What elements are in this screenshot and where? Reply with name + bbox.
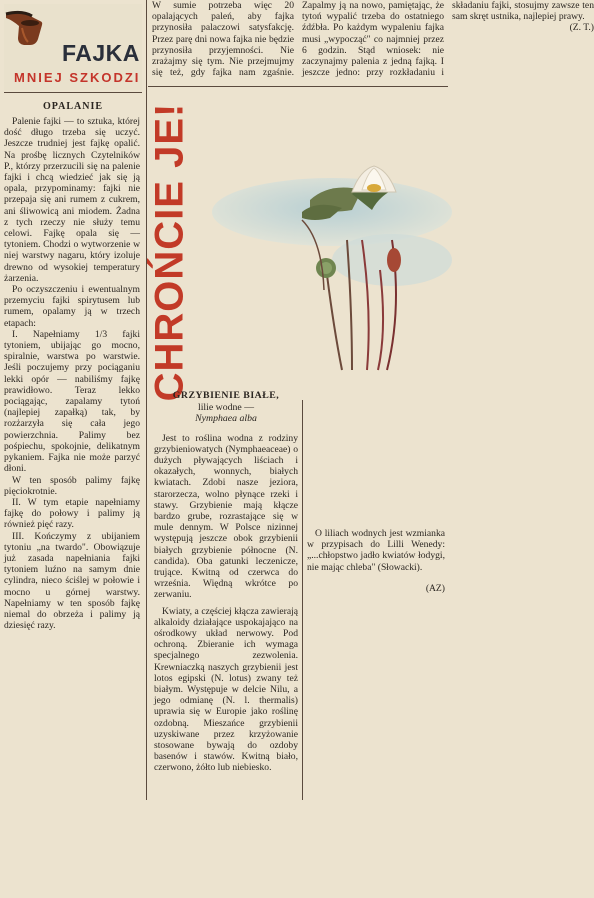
column-divider xyxy=(302,400,303,800)
lily-article-title-text: CHROŃCIE JE! xyxy=(147,102,192,402)
paragraph: Po oczyszczeniu i ewentualnym przemyciu fajki spirytusem lub rumem, opalamy ją w trzech etapach: xyxy=(4,284,140,329)
paragraph: II. W tym etapie napełniamy fajkę do połowy i palimy ją również pięć razy. xyxy=(4,496,140,531)
species-name: GRZYBIENIE BIAŁE, xyxy=(172,390,280,401)
masthead-subtitle: MNIEJ SZKODZI xyxy=(14,70,141,85)
paragraph: Palenie fajki — to sztuka, której dość długo trzeba się uczyć. Jeszcze trudniej jest fajkę opalić. Na prośbę licznych Czytelników P., którzy przerzucili się na palenie fajki i chcą wiedzieć jak się ją opala, przypominamy: fajki nie przepaja się ani rumem z cukrem, ani śliwowicą ani miodem. Żadna z tych rzeczy nie służy temu celowi. Fajkę opala się — tytoniem. Chodzi o wytworzenie w niej warstwy nagaru, który izoluje drewno od wysokiej temperatury żarzenia. xyxy=(4,116,140,284)
masthead-title: FAJKA xyxy=(62,40,140,66)
paragraph: III. Kończymy z ubijaniem tytoniu „na twardo". Obowiązuje już zasada napełniania fajki tytoniem luźno na samym dnie cylindra, nieco ściślej w połowie i mocno u górnej warstwy. Napełniamy w ten sposób fajkę niemal do obrzeża i palimy ją dziesięć razy. xyxy=(4,530,140,632)
species-header xyxy=(154,390,298,425)
paragraph: Jest to roślina wodna z rodziny grzybieniowatych (Nymphaeaceae) o dużych pływających liściach i okazałych, wonnych, białych kwiatach. Zdobi nasze jeziora, starorzecza, wolno płynące rzeki i stawy. Grzybienie mają kłącze bardzo grube, rozrastające się w mule dennym. W Polsce nizinnej występują jeszcze obok grzybienii białych grzybienie północne (N. candida). Oba gatunki leczenicze, trujące. Kwitną od czerwca do września. Więdną wkrótce po zerwaniu. xyxy=(154,432,298,601)
pipe-icon xyxy=(4,4,52,48)
section-divider xyxy=(148,86,448,87)
paragraph: I. Napełniamy 1/3 fajki tytoniem, ubijając go mocno, spiralnie, warstwa po warstwie. Jeśli poczujemy przy pociąganiu lekki opór — nabiliśmy fajkę prawidłowo. Teraz lekko pociągając, zapalamy tytoń (najlepiej zapałką) tak, by rozżarzyła się cała jego powierzchnia. Palimy bez pośpiechu, spokojnie, delikatnym pykaniem. Fajka nie może parzyć dłoni. xyxy=(4,328,140,475)
masthead-divider xyxy=(4,92,142,93)
lily-article-middle-column xyxy=(154,390,298,800)
species-common-name: lilie wodne — xyxy=(197,401,255,413)
lily-article-right-column xyxy=(307,528,445,594)
water-lily-illustration xyxy=(152,90,448,380)
lily-article-title xyxy=(147,102,192,402)
paragraph: Kwiaty, a częściej kłącza zawierają alkaloidy działające uspokajająco na ośrodkowy układ nerwowy. Pod ochroną. Zbieranie ich wymaga specjalnego zezwolenia. Krewniaczką naszych grzybienii jest lotos egipski (N. lotus) zwany też białym. Występuje w delcie Nilu, a jego odmianę (N. l. thermalis) uprawia się w Europie jako roślinę ozdobną. Mieszańce grzybienii uzyskiwane przez krzyżowanie stosowane bywają do ozdoby basenów i stawów. Kwitną biało, czerwono, żółto lub niebiesko. xyxy=(154,605,298,774)
paragraph: W sumie potrzeba więc 20 opalających paleń, aby fajka przynosiła palaczowi satysfakcję. Przez parę dni nowa fajka nie będzie przynosiła przyjemności. Nie zrażajmy się tym. Nie przejmujmy się też, gdy fajka nam zgaśnie. Zapalmy ją na nowo, pamiętając, że tytoń wypalić trzeba do ostatniego źdźbła. Po każdym wypaleniu fajka musi „wypocząć" co najmniej przez 6 godzin. Stąd wniosek: nie zaczynajmy palenia z jedną fajką. I jeszcze jedno: przy rozkładaniu i składaniu fajki, stosujmy zawsze ten sam skręt ustnika, najlepiej prawy. xyxy=(152,0,594,79)
paragraph: O liliach wodnych jest wzmianka w przypisach do Lilli Wenedy: „...chłopstwo jadło kwiatów łodygi, nie mając chleba" (Słowacki). xyxy=(307,528,445,573)
species-latin-name: Nymphaea alba xyxy=(195,413,257,424)
lily-article-signature: (AZ) xyxy=(425,582,445,594)
pipe-article-signature: (Z. T.) xyxy=(569,22,594,34)
pipe-article-continuation xyxy=(152,0,594,86)
pipe-article-heading: OPALANIE xyxy=(42,101,104,112)
pipe-article-left-column xyxy=(4,116,140,631)
paragraph: W ten sposób palimy fajkę pięciokrotnie. xyxy=(4,474,140,497)
